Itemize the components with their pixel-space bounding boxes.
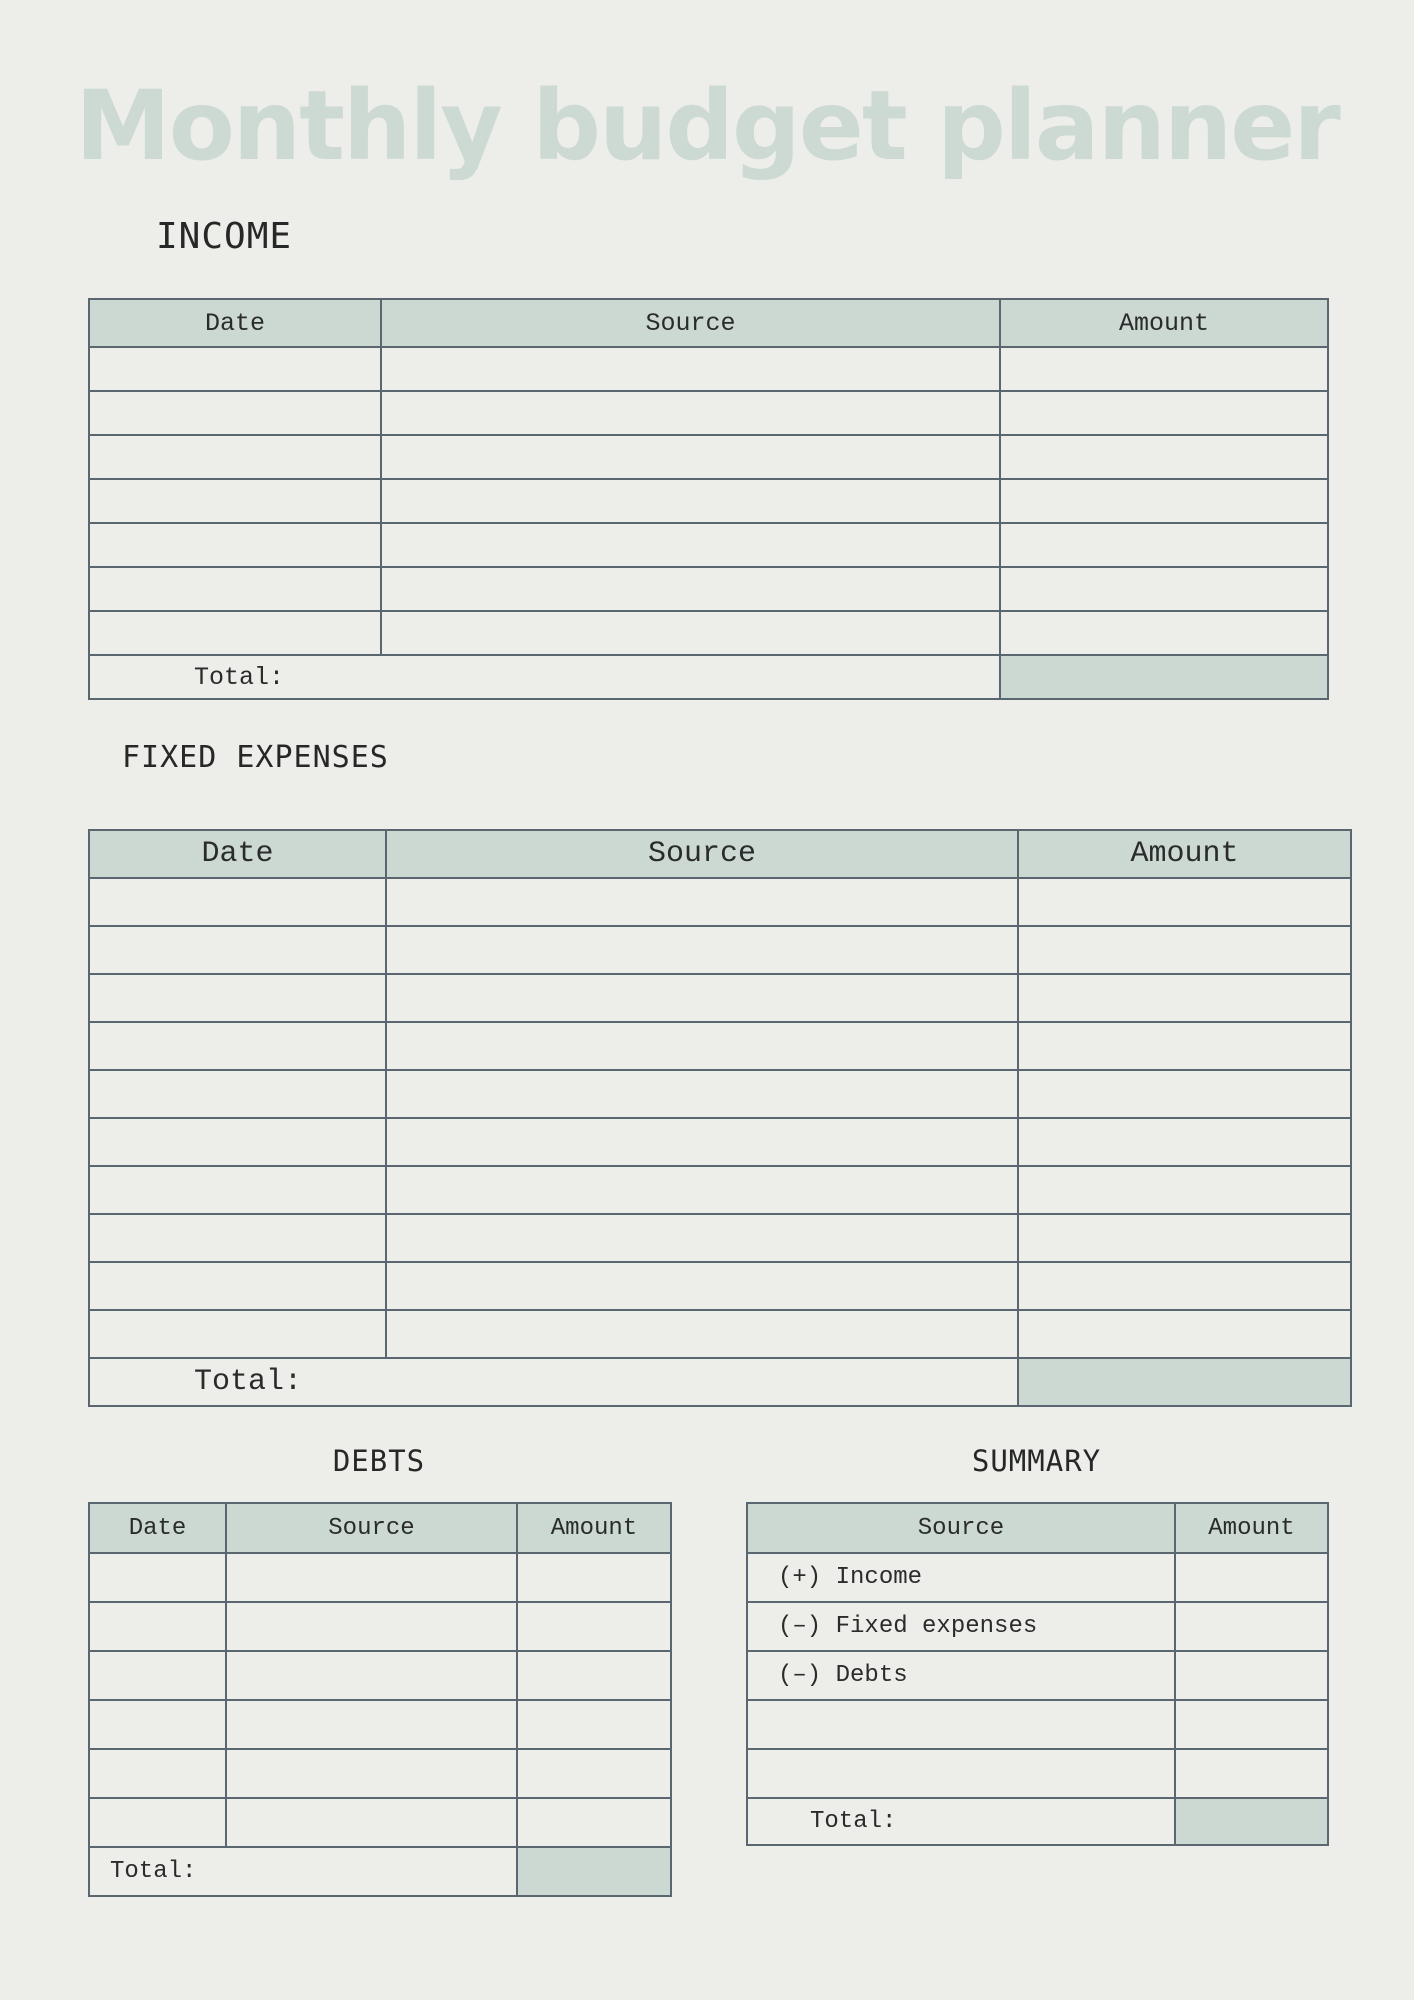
- table-row: [747, 1553, 1328, 1602]
- fixed-date-cell[interactable]: [89, 1118, 386, 1166]
- income-amount-cell[interactable]: [1000, 391, 1328, 435]
- fixed-amount-cell[interactable]: [1018, 974, 1351, 1022]
- debts-amount-cell[interactable]: [517, 1651, 671, 1700]
- fixed-source-cell[interactable]: [386, 1118, 1018, 1166]
- table-row: [747, 1651, 1328, 1700]
- summary-total-text: Total:: [810, 1808, 897, 1835]
- fixed-expenses-heading: FIXED EXPENSES: [122, 740, 389, 775]
- summary-total-value[interactable]: [1175, 1798, 1328, 1845]
- table-row: [89, 1553, 671, 1602]
- debts-col-date: Date: [89, 1503, 226, 1553]
- table-row: [89, 1070, 1351, 1118]
- fixed-amount-cell[interactable]: [1018, 1262, 1351, 1310]
- table-row: [89, 1310, 1351, 1358]
- fixed-amount-cell[interactable]: [1018, 1118, 1351, 1166]
- debts-source-cell[interactable]: [226, 1798, 517, 1847]
- debts-heading: DEBTS: [332, 1444, 426, 1478]
- summary-blank-amount[interactable]: [1175, 1749, 1328, 1798]
- page-title: Monthly budget planner: [75, 70, 1339, 182]
- summary-total-label: [747, 1798, 1175, 1845]
- table-row: [89, 1798, 671, 1847]
- debts-col-amount: Amount: [517, 1503, 671, 1553]
- income-amount-cell[interactable]: [1000, 435, 1328, 479]
- debts-date-cell[interactable]: [89, 1798, 226, 1847]
- debts-amount-cell[interactable]: [517, 1602, 671, 1651]
- debts-source-cell[interactable]: [226, 1651, 517, 1700]
- table-row: [89, 878, 1351, 926]
- debts-table: [88, 1502, 672, 1897]
- fixed-amount-cell[interactable]: [1018, 1022, 1351, 1070]
- income-date-cell[interactable]: [89, 435, 381, 479]
- debts-amount-cell[interactable]: [517, 1553, 671, 1602]
- income-date-cell[interactable]: [89, 391, 381, 435]
- income-total-text: Total:: [194, 662, 285, 692]
- fixed-expenses-table: [88, 829, 1352, 1407]
- summary-debts-amount[interactable]: [1175, 1651, 1328, 1700]
- table-row: [747, 1749, 1328, 1798]
- fixed-source-cell[interactable]: [386, 1070, 1018, 1118]
- fixed-source-cell[interactable]: [386, 1310, 1018, 1358]
- income-date-cell[interactable]: [89, 523, 381, 567]
- fixed-col-source: Source: [386, 830, 1018, 878]
- fixed-total-text: Total:: [194, 1365, 303, 1399]
- income-col-amount: Amount: [1000, 299, 1328, 347]
- fixed-amount-cell[interactable]: [1018, 1070, 1351, 1118]
- fixed-source-cell[interactable]: [386, 1166, 1018, 1214]
- debts-amount-cell[interactable]: [517, 1749, 671, 1798]
- debts-amount-cell[interactable]: [517, 1798, 671, 1847]
- debts-total-text: Total:: [110, 1858, 197, 1885]
- debts-source-cell[interactable]: [226, 1749, 517, 1798]
- fixed-date-cell[interactable]: [89, 1262, 386, 1310]
- table-row: [89, 974, 1351, 1022]
- debts-total-value[interactable]: [517, 1847, 671, 1896]
- fixed-source-cell[interactable]: [386, 878, 1018, 926]
- table-row: [89, 611, 1328, 655]
- table-row: [89, 479, 1328, 523]
- table-row: [89, 1022, 1351, 1070]
- income-date-cell[interactable]: [89, 479, 381, 523]
- table-row: [89, 347, 1328, 391]
- income-table: [88, 298, 1329, 700]
- fixed-col-amount: Amount: [1018, 830, 1351, 878]
- income-source-cell[interactable]: [381, 391, 1000, 435]
- summary-income-text: (+) Income: [778, 1564, 923, 1591]
- table-row: [89, 1651, 671, 1700]
- table-row: [89, 523, 1328, 567]
- table-row: [747, 1700, 1328, 1749]
- debts-col-source: Source: [226, 1503, 517, 1553]
- table-row: [89, 1166, 1351, 1214]
- fixed-source-cell[interactable]: [386, 1022, 1018, 1070]
- income-source-cell[interactable]: [381, 567, 1000, 611]
- summary-income-label: [747, 1553, 1175, 1602]
- summary-blank-label[interactable]: [747, 1700, 1175, 1749]
- fixed-date-cell[interactable]: [89, 878, 386, 926]
- income-total-value[interactable]: [1000, 655, 1328, 699]
- income-col-date: Date: [89, 299, 381, 347]
- summary-col-source: Source: [747, 1503, 1175, 1553]
- debts-source-cell[interactable]: [226, 1553, 517, 1602]
- fixed-amount-cell[interactable]: [1018, 1310, 1351, 1358]
- table-row: [89, 1214, 1351, 1262]
- table-row: [89, 926, 1351, 974]
- table-row: [89, 391, 1328, 435]
- fixed-col-date: Date: [89, 830, 386, 878]
- fixed-date-cell[interactable]: [89, 926, 386, 974]
- income-source-cell[interactable]: [381, 479, 1000, 523]
- debts-date-cell[interactable]: [89, 1602, 226, 1651]
- fixed-source-cell[interactable]: [386, 1262, 1018, 1310]
- income-source-cell[interactable]: [381, 347, 1000, 391]
- income-col-source: Source: [381, 299, 1000, 347]
- debts-total-label: [89, 1847, 517, 1896]
- table-row: [89, 1262, 1351, 1310]
- fixed-date-cell[interactable]: [89, 1310, 386, 1358]
- summary-blank-label[interactable]: [747, 1749, 1175, 1798]
- summary-fixed-expenses-label: [747, 1602, 1175, 1651]
- income-date-cell[interactable]: [89, 567, 381, 611]
- income-source-cell[interactable]: [381, 611, 1000, 655]
- income-date-cell[interactable]: [89, 611, 381, 655]
- income-amount-cell[interactable]: [1000, 611, 1328, 655]
- summary-col-amount: Amount: [1175, 1503, 1328, 1553]
- table-row: [89, 1749, 671, 1798]
- fixed-date-cell[interactable]: [89, 1070, 386, 1118]
- fixed-date-cell[interactable]: [89, 1166, 386, 1214]
- income-date-cell[interactable]: [89, 347, 381, 391]
- income-amount-cell[interactable]: [1000, 567, 1328, 611]
- fixed-amount-cell[interactable]: [1018, 878, 1351, 926]
- fixed-date-cell[interactable]: [89, 974, 386, 1022]
- debts-amount-cell[interactable]: [517, 1700, 671, 1749]
- summary-debts-text: (–) Debts: [778, 1662, 908, 1689]
- debts-date-cell[interactable]: [89, 1700, 226, 1749]
- debts-source-cell[interactable]: [226, 1700, 517, 1749]
- income-amount-cell[interactable]: [1000, 347, 1328, 391]
- income-amount-cell[interactable]: [1000, 523, 1328, 567]
- summary-fixed-expenses-text: (–) Fixed expenses: [778, 1613, 1038, 1640]
- debts-date-cell[interactable]: [89, 1651, 226, 1700]
- summary-heading: SUMMARY: [971, 1444, 1102, 1478]
- table-row: [89, 567, 1328, 611]
- summary-income-amount[interactable]: [1175, 1553, 1328, 1602]
- summary-fixed-expenses-amount[interactable]: [1175, 1602, 1328, 1651]
- summary-table: [746, 1502, 1329, 1846]
- fixed-amount-cell[interactable]: [1018, 926, 1351, 974]
- fixed-source-cell[interactable]: [386, 1214, 1018, 1262]
- fixed-date-cell[interactable]: [89, 1022, 386, 1070]
- table-row: [89, 435, 1328, 479]
- fixed-source-cell[interactable]: [386, 974, 1018, 1022]
- summary-debts-label: [747, 1651, 1175, 1700]
- fixed-date-cell[interactable]: [89, 1214, 386, 1262]
- table-row: [89, 1602, 671, 1651]
- income-source-cell[interactable]: [381, 435, 1000, 479]
- fixed-total-value[interactable]: [1018, 1358, 1351, 1406]
- debts-date-cell[interactable]: [89, 1749, 226, 1798]
- debts-source-cell[interactable]: [226, 1602, 517, 1651]
- table-row: [89, 1700, 671, 1749]
- fixed-amount-cell[interactable]: [1018, 1166, 1351, 1214]
- income-total-label: [89, 655, 1000, 699]
- fixed-total-label: [89, 1358, 1018, 1406]
- income-heading: INCOME: [156, 216, 293, 257]
- table-row: [89, 1118, 1351, 1166]
- table-row: [747, 1602, 1328, 1651]
- debts-date-cell[interactable]: [89, 1553, 226, 1602]
- summary-blank-amount[interactable]: [1175, 1700, 1328, 1749]
- fixed-amount-cell[interactable]: [1018, 1214, 1351, 1262]
- income-source-cell[interactable]: [381, 523, 1000, 567]
- income-amount-cell[interactable]: [1000, 479, 1328, 523]
- fixed-source-cell[interactable]: [386, 926, 1018, 974]
